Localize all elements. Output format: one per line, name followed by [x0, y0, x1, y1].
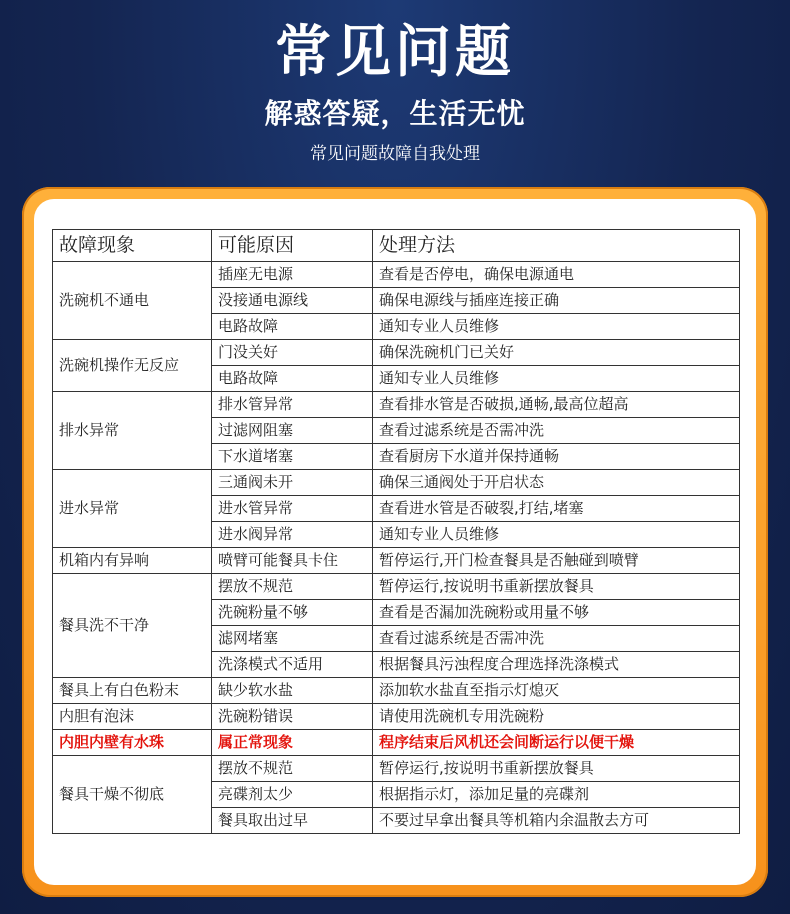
- table-row: [53, 678, 740, 704]
- symptom-cell: 餐具上有白色粉末: [53, 678, 212, 704]
- solution-cell: 添加软水盐直至指示灯熄灭: [373, 678, 740, 704]
- cause-cell: 电路故障: [212, 366, 373, 392]
- page-title: 常见问题: [275, 20, 515, 85]
- table-row: [53, 392, 740, 418]
- solution-cell: 查看是否停电，确保电源通电: [373, 262, 740, 288]
- cause-cell: 下水道堵塞: [212, 444, 373, 470]
- solution-cell: 查看厨房下水道并保持通畅: [373, 444, 740, 470]
- cause-cell: 洗涤模式不适用: [212, 652, 373, 678]
- solution-cell: 查看过滤系统是否需冲洗: [373, 626, 740, 652]
- solution-cell: 暂停运行,开门检查餐具是否触碰到喷臂: [373, 548, 740, 574]
- column-header-cause: 可能原因: [212, 230, 373, 262]
- solution-cell: 请使用洗碗机专用洗碗粉: [373, 704, 740, 730]
- page-subtitle: 解惑答疑，生活无忧: [264, 97, 526, 130]
- cause-cell: 滤网堵塞: [212, 626, 373, 652]
- table-row: [53, 756, 740, 782]
- table-row: [53, 704, 740, 730]
- cause-cell: 餐具取出过早: [212, 808, 373, 834]
- table-row: [53, 574, 740, 600]
- symptom-cell: 内胆内壁有水珠: [53, 730, 212, 756]
- table-row: [53, 340, 740, 366]
- solution-cell: 根据指示灯，添加足量的亮碟剂: [373, 782, 740, 808]
- column-header-solution: 处理方法: [373, 230, 740, 262]
- cause-cell: 洗碗粉量不够: [212, 600, 373, 626]
- symptom-cell: 洗碗机不通电: [53, 262, 212, 340]
- solution-cell: 通知专业人员维修: [373, 314, 740, 340]
- cause-cell: 进水阀异常: [212, 522, 373, 548]
- solution-cell: 通知专业人员维修: [373, 366, 740, 392]
- solution-cell: 确保电源线与插座连接正确: [373, 288, 740, 314]
- symptom-cell: 餐具干燥不彻底: [53, 756, 212, 834]
- cause-cell: 摆放不规范: [212, 574, 373, 600]
- symptom-cell: 进水异常: [53, 470, 212, 548]
- solution-cell: 暂停运行,按说明书重新摆放餐具: [373, 574, 740, 600]
- column-header-symptom: 故障现象: [53, 230, 212, 262]
- table-body: [53, 262, 740, 834]
- table-row: [53, 548, 740, 574]
- cause-cell: 排水管异常: [212, 392, 373, 418]
- cause-cell: 属正常现象: [212, 730, 373, 756]
- table-header-row: [53, 230, 740, 262]
- symptom-cell: 内胆有泡沫: [53, 704, 212, 730]
- cause-cell: 电路故障: [212, 314, 373, 340]
- faq-table: [52, 229, 740, 834]
- cause-cell: 过滤网阻塞: [212, 418, 373, 444]
- solution-cell: 根据餐具污浊程度合理选择洗涤模式: [373, 652, 740, 678]
- cause-cell: 插座无电源: [212, 262, 373, 288]
- table-row: [53, 730, 740, 756]
- cause-cell: 进水管异常: [212, 496, 373, 522]
- cause-cell: 没接通电源线: [212, 288, 373, 314]
- table-row: [53, 470, 740, 496]
- symptom-cell: 排水异常: [53, 392, 212, 470]
- cause-cell: 亮碟剂太少: [212, 782, 373, 808]
- solution-cell: 查看是否漏加洗碗粉或用量不够: [373, 600, 740, 626]
- symptom-cell: 洗碗机操作无反应: [53, 340, 212, 392]
- solution-cell: 通知专业人员维修: [373, 522, 740, 548]
- cause-cell: 喷臂可能餐具卡住: [212, 548, 373, 574]
- solution-cell: 程序结束后风机还会间断运行以便干燥: [373, 730, 740, 756]
- cause-cell: 缺少软水盐: [212, 678, 373, 704]
- solution-cell: 确保三通阀处于开启状态: [373, 470, 740, 496]
- solution-cell: 确保洗碗机门已关好: [373, 340, 740, 366]
- page-caption: 常见问题故障自我处理: [310, 144, 480, 164]
- solution-cell: 不要过早拿出餐具等机箱内余温散去方可: [373, 808, 740, 834]
- solution-cell: 暂停运行,按说明书重新摆放餐具: [373, 756, 740, 782]
- solution-cell: 查看排水管是否破损,通畅,最高位超高: [373, 392, 740, 418]
- symptom-cell: 餐具洗不干净: [53, 574, 212, 678]
- symptom-cell: 机箱内有异响: [53, 548, 212, 574]
- cause-cell: 摆放不规范: [212, 756, 373, 782]
- cause-cell: 门没关好: [212, 340, 373, 366]
- cause-cell: 洗碗粉错误: [212, 704, 373, 730]
- solution-cell: 查看进水管是否破裂,打结,堵塞: [373, 496, 740, 522]
- table-row: [53, 262, 740, 288]
- solution-cell: 查看过滤系统是否需冲洗: [373, 418, 740, 444]
- cause-cell: 三通阀未开: [212, 470, 373, 496]
